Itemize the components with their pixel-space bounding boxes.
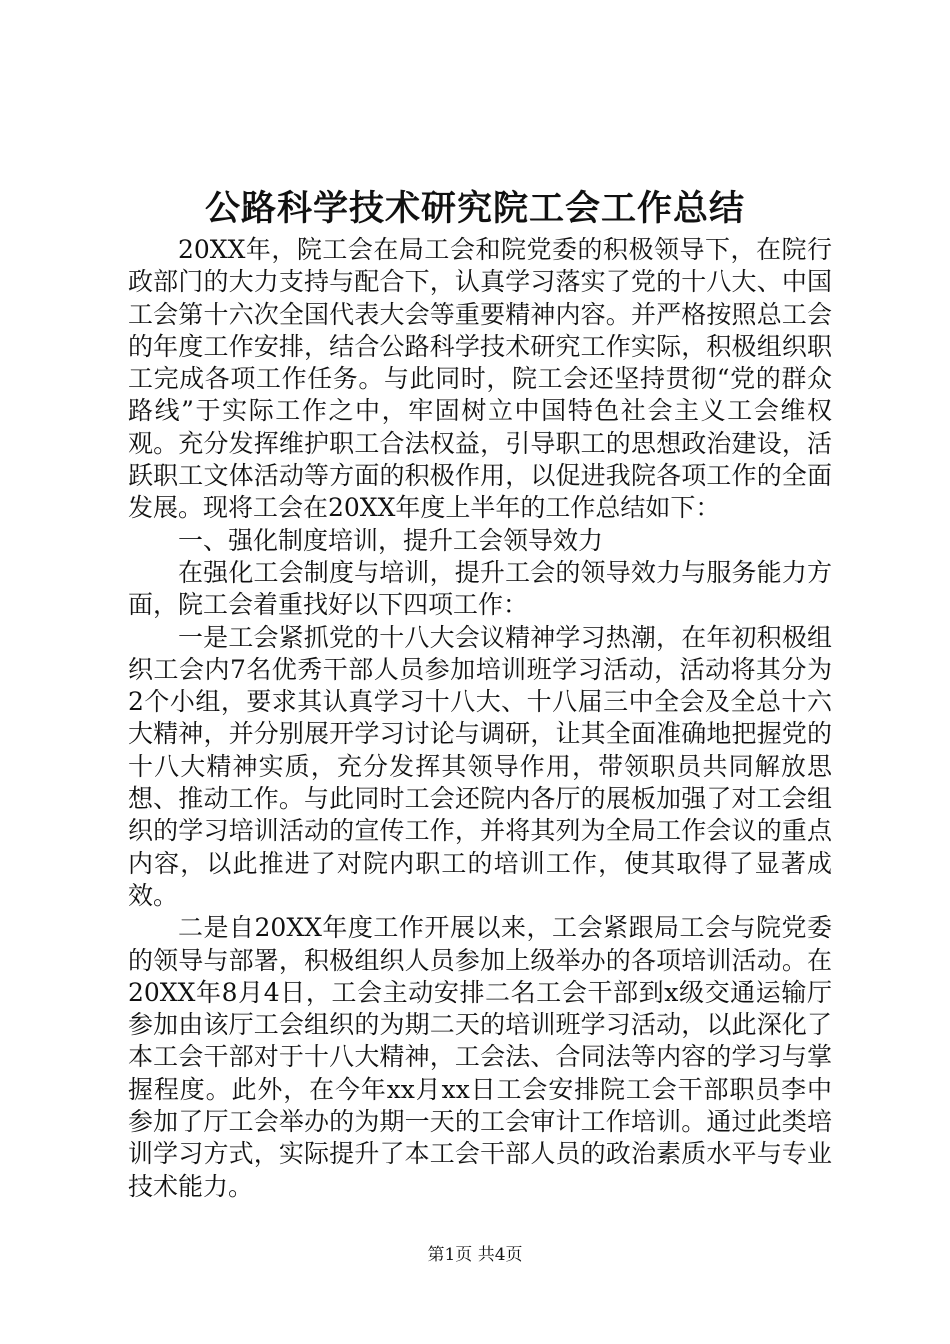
- paragraph-section-intro: 在强化工会制度与培训，提升工会的领导效力与服务能力方面，院工会着重找好以下四项工作：: [128, 557, 832, 620]
- paragraph-item-one: 一是工会紧抓党的十八大会议精神学习热潮，在年初积极组织工会内7名优秀干部人员参加培训班学习活动，活动将其分为2个小组，要求其认真学习十八大、十八届三中全会及全总十六大精神，并分别展开学习讨论与调研，让其全面准确地把握党的十八大精神实质，充分发挥其领导作用，带领职员共同解放思想、推动工作。与此同时工会还院内各厅的展板加强了对工会组织的学习培训活动的宣传工作，并将其列为全局工作会议的重点内容，以此推进了对院内职工的培训工作，使其取得了显著成效。: [128, 622, 832, 910]
- paragraph-item-two: 二是自20XX年度工作开展以来，工会紧跟局工会与院党委的领导与部署，积极组织人员参加上级举办的各项培训活动。在20XX年8月4日，工会主动安排二名工会干部到x级交通运输厅参加由该厅工会组织的为期二天的培训班学习活动，以此深化了本工会干部对于十八大精神，工会法、合同法等内容的学习与掌握程度。此外，在今年xx月xx日工会安排院工会干部职员李中参加了厅工会举办的为期一天的工会审计工作培训。通过此类培训学习方式，实际提升了本工会干部人员的政治素质水平与专业技术能力。: [128, 913, 832, 1201]
- section-heading: 一、强化制度培训，提升工会领导效力: [178, 525, 604, 555]
- page-number-footer: 第1页 共4页: [427, 1245, 523, 1265]
- paragraph-intro: 20XX年，院工会在局工会和院党委的积极领导下，在院行政部门的大力支持与配合下，认真学习落实了党的十八大、中国工会第十六次全国代表大会等重要精神内容。并严格按照总工会的年度工作安排，结合公路科学技术研究工作实际，积极组织职工完成各项工作任务。与此同时，院工会还坚持贯彻“党的群众路线”于实际工作之中，牢固树立中国特色社会主义工会维权观。充分发挥维护职工合法权益，引导职工的思想政治建设，活跃职工文体活动等方面的积极作用，以促进我院各项工作的全面发展。现将工会在20XX年度上半年的工作总结如下：: [128, 235, 832, 523]
- document-body: [128, 234, 832, 1203]
- document-title: 公路科学技术研究院工会工作总结: [204, 188, 745, 229]
